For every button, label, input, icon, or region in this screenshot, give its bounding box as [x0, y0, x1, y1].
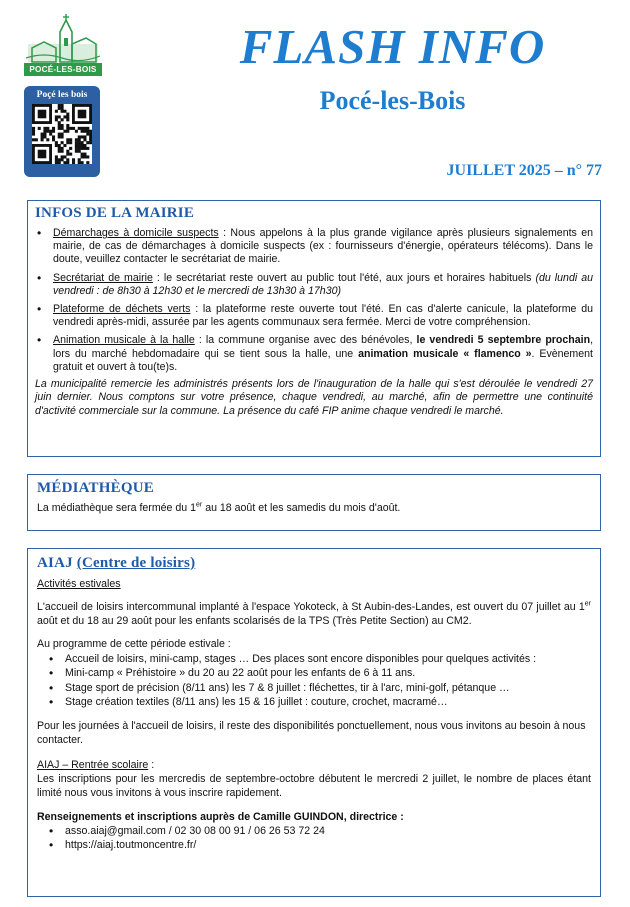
qr-module	[52, 130, 55, 133]
qr-module	[43, 133, 46, 136]
qr-module	[78, 110, 87, 119]
qr-module	[66, 153, 69, 156]
qr-module	[78, 158, 81, 161]
qr-module	[35, 138, 38, 141]
qr-module	[89, 133, 92, 136]
qr-module	[49, 133, 52, 136]
qr-module	[38, 127, 41, 130]
list-item: • Stage sport de précision (8/11 ans) les 7 & 8 juillet : fléchettes, tir à l'arc, mini-golf, pétanque …	[37, 681, 591, 695]
qr-module	[83, 147, 86, 150]
qr-module	[66, 124, 69, 127]
text-part: La médiathèque sera fermée du 1	[37, 502, 197, 514]
qr-module	[46, 138, 49, 141]
qr-module	[78, 144, 81, 147]
qr-module	[83, 127, 86, 130]
qr-module	[58, 150, 61, 153]
item-label: Animation musicale à la halle	[53, 334, 195, 347]
text-sup: er	[196, 501, 203, 509]
qr-module	[81, 127, 84, 130]
qr-module	[81, 147, 84, 150]
qr-module	[66, 115, 69, 118]
activites-label: Activités estivales	[37, 578, 121, 590]
qr-module	[55, 155, 58, 158]
contact-email[interactable]: • asso.aiaj@gmail.com / 02 30 08 00 91 / 06 26 53 72 24	[37, 824, 591, 838]
qr-module	[78, 150, 81, 153]
qr-module	[32, 127, 35, 130]
qr-module	[32, 133, 35, 136]
qr-module	[75, 130, 78, 133]
qr-module	[81, 161, 84, 164]
qr-code-icon	[32, 104, 92, 164]
qr-module	[61, 147, 64, 150]
item-label: Démarchages à domicile suspects	[53, 227, 219, 239]
qr-module	[63, 161, 66, 164]
qr-module	[66, 141, 69, 144]
aiaj-intro	[37, 600, 591, 628]
qr-module	[55, 115, 58, 118]
qr-module	[86, 161, 89, 164]
qr-module	[63, 115, 66, 118]
item-text: : la plateforme reste ouverte tout l'été. En cas d'alerte canicule, la plateforme du vendredi après-midi, assurée par les agents communaux sera fermée. Merci de votre compréhension.	[53, 303, 593, 329]
qr-module	[75, 141, 78, 144]
church-logo-icon	[24, 14, 102, 64]
qr-module	[66, 161, 69, 164]
aiaj-availability: Pour les journées à l'accueil de loisirs, il reste des disponibilités ponctuellement, nous vous invitons au besoin à nous contacter.	[37, 719, 586, 746]
qr-module	[58, 161, 61, 164]
issue-date: JUILLET 2025 – n° 77	[446, 162, 602, 179]
qr-module	[75, 138, 78, 141]
contact-list	[37, 824, 591, 853]
item-text: . Evènement gratuit et ouvert à tou(te)s.	[53, 347, 593, 373]
qr-module	[61, 141, 64, 144]
qr-module	[69, 138, 72, 141]
qr-module	[89, 141, 92, 144]
qr-module	[86, 127, 89, 130]
qr-module	[63, 155, 66, 158]
qr-module	[55, 158, 58, 161]
text-part: :	[148, 758, 155, 771]
mairie-section	[27, 200, 601, 457]
qr-module	[78, 147, 81, 150]
qr-module	[46, 127, 49, 130]
mairie-closing: La municipalité remercie les administrés présents lors de l'inauguration de la halle qui s'est déroulée le vendredi 27 juin dernier. Nous comptons sur votre présence, chaque vendredi, au marché, afin de permettre une continuité d'activité commerciale sur la commune. La présence du café FIP anime chaque vendredi le marché.	[35, 378, 593, 417]
qr-module	[86, 147, 89, 150]
rentree-label: AIAJ – Rentrée scolaire	[37, 758, 149, 771]
text-sup: er	[584, 600, 591, 608]
qr-module	[52, 138, 55, 141]
qr-module	[61, 150, 64, 153]
qr-module	[66, 158, 69, 161]
qr-module	[69, 141, 72, 144]
qr-module	[41, 138, 44, 141]
qr-module	[78, 161, 81, 164]
qr-module	[86, 155, 89, 158]
qr-module	[46, 130, 49, 133]
qr-module	[78, 127, 81, 130]
qr-module	[63, 130, 66, 133]
qr-module	[66, 150, 69, 153]
mediatheque-heading: MÉDIATHÈQUE	[37, 480, 154, 496]
qr-module	[58, 147, 61, 150]
qr-module	[75, 147, 78, 150]
qr-module	[89, 138, 92, 141]
qr-module	[63, 144, 66, 147]
text-part: août et du 18 au 29 août pour les enfants scolarisés de la TPS (Très Petite Section) au CM2.	[37, 615, 472, 627]
qr-module	[66, 127, 69, 130]
qr-module	[81, 153, 84, 156]
heading-part: AIAJ	[37, 555, 77, 571]
qr-module	[32, 130, 35, 133]
rentree-text: Les inscriptions pour les mercredis de septembre-octobre débutent le mercredi 2 juillet, le nombre de places étant limité nous vous invitons à vous inscrire rapidement.	[37, 772, 591, 799]
qr-module	[66, 118, 69, 121]
qr-module	[58, 115, 61, 118]
qr-module	[49, 130, 52, 133]
qr-module	[58, 127, 61, 130]
item-text: : la commune organise avec des bénévoles,	[194, 334, 417, 347]
mairie-list	[35, 227, 593, 374]
town-logo	[24, 14, 102, 76]
qr-module	[81, 144, 84, 147]
qr-module	[83, 138, 86, 141]
text-part: L'accueil de loisirs intercommunal implanté à l'espace Yokoteck, à St Aubin-des-Landes, est ouvert du 07 juillet au 1	[37, 601, 585, 613]
rentree-heading	[37, 758, 591, 772]
qr-module	[43, 135, 46, 138]
qr-module	[83, 153, 86, 156]
qr-code-card[interactable]	[24, 86, 100, 177]
qr-module	[38, 150, 47, 159]
mediatheque-text	[37, 502, 591, 514]
item-event: animation musicale « flamenco »	[358, 347, 532, 360]
qr-module	[86, 141, 89, 144]
qr-module	[41, 135, 44, 138]
qr-module	[78, 135, 81, 138]
list-item	[35, 303, 593, 329]
qr-module	[83, 155, 86, 158]
qr-module	[52, 135, 55, 138]
qr-module	[58, 121, 61, 124]
item-text: , lors du marché hebdomadaire qui se tient sous la halle, une	[53, 334, 594, 360]
qr-module	[52, 127, 55, 130]
qr-module	[43, 127, 46, 130]
item-date: le vendredi 5 septembre prochain	[416, 334, 591, 347]
qr-module	[81, 135, 84, 138]
qr-module	[72, 158, 75, 161]
list-item: • Accueil de loisirs, mini-camp, stages … Des places sont encore disponibles pour quelques activités :	[37, 652, 591, 666]
qr-module	[55, 161, 58, 164]
qr-module	[83, 144, 86, 147]
aiaj-heading	[37, 555, 591, 572]
item-hours: (du lundi au vendredi : de 8h30 à 12h30 et le mercredi de 13h30 à 17h30)	[53, 271, 593, 297]
qr-module	[69, 147, 72, 150]
logo-label: POCÉ-LES-BOIS	[24, 63, 102, 76]
qr-module	[63, 110, 66, 113]
qr-module	[72, 127, 75, 130]
qr-module	[69, 127, 72, 130]
qr-module	[66, 130, 69, 133]
qr-module	[58, 107, 61, 110]
item-text: : Nous appelons à la plus grande vigilance après plusieurs signalements en mairie, de cas de démarchages à domicile suspects (ex : fournisseurs d'énergie, opérateurs télécoms). Dans le doute, veuillez contacter le secrétariat de mairie.	[53, 227, 593, 266]
programme-list	[37, 652, 591, 710]
qr-module	[81, 155, 84, 158]
qr-module	[69, 153, 72, 156]
text-part: au 18 août et les samedis du mois d'août.	[202, 502, 401, 514]
aiaj-section	[27, 548, 601, 897]
qr-module	[83, 130, 86, 133]
qr-module	[86, 133, 89, 136]
qr-module	[61, 118, 64, 121]
programme-intro: Au programme de cette période estivale :	[37, 638, 231, 650]
mairie-heading: INFOS DE LA MAIRIE	[35, 205, 195, 221]
qr-module	[75, 150, 78, 153]
qr-module	[58, 133, 61, 136]
qr-module	[55, 141, 58, 144]
heading-link[interactable]: (Centre de loisirs)	[76, 555, 196, 571]
qr-module	[75, 144, 78, 147]
qr-module	[61, 158, 64, 161]
qr-module	[61, 127, 64, 130]
qr-module	[81, 130, 84, 133]
qr-module	[61, 155, 64, 158]
qr-module	[66, 138, 69, 141]
qr-title: Poçé les bois	[36, 90, 88, 100]
qr-module	[89, 135, 92, 138]
qr-module	[32, 138, 35, 141]
list-item: • Stage création textiles (8/11 ans) les 15 & 16 juillet : couture, crochet, macramé…	[37, 695, 591, 709]
qr-module	[66, 113, 69, 116]
qr-module	[61, 104, 64, 107]
page-title: FLASH INFO	[239, 19, 546, 74]
list-item: • Mini-camp « Préhistoire » du 20 au 22 août pour les enfants de 6 à 11 ans.	[37, 666, 591, 680]
qr-module	[58, 124, 61, 127]
qr-module	[86, 130, 89, 133]
qr-module	[55, 110, 58, 113]
qr-module	[81, 141, 84, 144]
page-subtitle: Pocé-les-Bois	[319, 86, 466, 115]
qr-module	[41, 133, 44, 136]
qr-module	[61, 133, 64, 136]
mediatheque-section	[27, 474, 601, 531]
qr-module	[43, 130, 46, 133]
list-item	[35, 227, 593, 267]
qr-module	[78, 138, 81, 141]
list-item	[35, 334, 593, 374]
item-label: Secrétariat de mairie	[53, 271, 153, 284]
contact-website-link[interactable]: • https://aiaj.toutmoncentre.fr/	[37, 838, 591, 852]
qr-module	[58, 144, 61, 147]
qr-module	[38, 110, 47, 119]
qr-module	[61, 110, 64, 113]
qr-module	[58, 104, 61, 107]
qr-module	[61, 107, 64, 110]
qr-module	[89, 130, 92, 133]
item-label: Plateforme de déchets verts	[53, 303, 191, 316]
qr-module	[78, 141, 81, 144]
qr-module	[72, 161, 75, 164]
qr-module	[55, 144, 58, 147]
qr-module	[58, 158, 61, 161]
list-item	[35, 272, 593, 298]
qr-module	[61, 124, 64, 127]
item-text: : le secrétariat reste ouvert au public tout l'été, aux jours et horaires habituels	[152, 271, 536, 284]
qr-module	[58, 135, 61, 138]
contact-heading: Renseignements et inscriptions auprès de Camille GUINDON, directrice :	[37, 810, 404, 823]
qr-module	[55, 118, 58, 121]
qr-module	[83, 135, 86, 138]
qr-module	[61, 135, 64, 138]
